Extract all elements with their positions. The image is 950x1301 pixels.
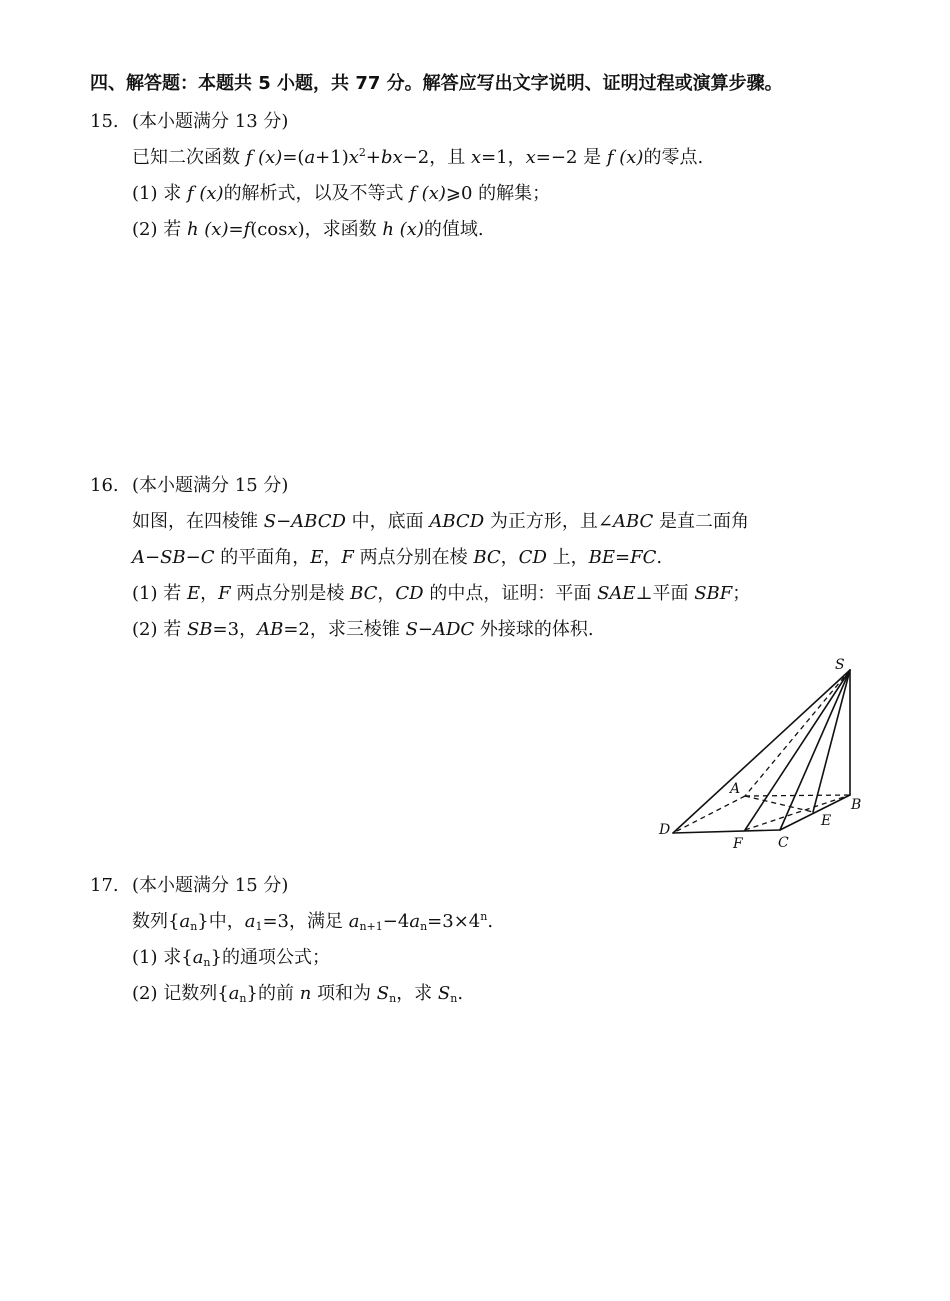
- pyramid-diagram: [655, 655, 870, 855]
- text: 若: [163, 219, 187, 240]
- text: 为正方形，且∠: [484, 511, 613, 532]
- text: 求{: [163, 947, 193, 968]
- text: ，: [200, 583, 219, 604]
- label-e: E: [821, 813, 832, 829]
- math-var: S: [437, 983, 451, 1004]
- subscript: n: [203, 956, 211, 969]
- problem-15-number: 15.: [90, 111, 119, 132]
- text: )，求函数: [297, 219, 383, 240]
- math-var: a: [348, 911, 360, 932]
- text: }的前: [246, 983, 300, 1004]
- math-var: x: [287, 219, 298, 240]
- text: 的解析式，以及不等式: [223, 183, 410, 204]
- edge-fb: [745, 795, 850, 830]
- text: ，: [377, 583, 396, 604]
- text: (cos: [250, 219, 288, 240]
- edge-sf: [745, 670, 850, 830]
- math-var: BC: [350, 583, 378, 604]
- problem-16-question-1: [132, 582, 750, 606]
- label-d: D: [659, 822, 671, 838]
- math-var: BE: [588, 547, 615, 568]
- text: 已知二次函数: [132, 147, 246, 168]
- subscript: 1: [255, 920, 263, 933]
- text: 若: [163, 619, 187, 640]
- math-var: h (x): [382, 219, 424, 240]
- problem-16-stem-line-1: [132, 510, 749, 534]
- math-var: S: [376, 983, 390, 1004]
- text: }中，: [197, 911, 245, 932]
- label-b: B: [851, 797, 862, 813]
- question-label: (1): [132, 947, 158, 968]
- text: =1，: [481, 147, 526, 168]
- math-var: ABCD: [429, 511, 485, 532]
- section-header: 四、解答题：本题共 5 小题，共 77 分。解答应写出文字说明、证明过程或演算步骤。: [90, 73, 783, 94]
- text: −2，且: [402, 147, 471, 168]
- math-var: a: [409, 911, 421, 932]
- question-label: (1): [132, 183, 158, 204]
- math-var: BC: [473, 547, 501, 568]
- text: 的平面角，: [214, 547, 311, 568]
- text: ⊥平面: [635, 583, 695, 604]
- text: ⩾0 的解集；: [445, 183, 551, 204]
- subscript: n: [420, 920, 428, 933]
- math-var: a: [304, 147, 316, 168]
- label-f: F: [733, 836, 743, 852]
- edge-ad: [673, 796, 745, 833]
- math-var: f (x): [186, 183, 224, 204]
- math-var: x: [470, 147, 482, 168]
- problem-16-number: 16.: [90, 475, 119, 496]
- math-var: a: [192, 947, 204, 968]
- text: .: [487, 911, 494, 932]
- math-var: a: [228, 983, 240, 1004]
- text: =: [615, 547, 631, 568]
- subscript: n: [190, 920, 198, 933]
- text: =2，求三棱锥: [283, 619, 406, 640]
- math-var: E: [310, 547, 324, 568]
- math-var: S−ADC: [405, 619, 475, 640]
- text: }的通项公式；: [210, 947, 330, 968]
- edge-ae: [745, 796, 813, 812]
- text: ，: [323, 547, 342, 568]
- label-s: S: [835, 657, 845, 673]
- subscript: n: [389, 992, 397, 1005]
- text: =: [228, 219, 244, 240]
- math-var: x: [348, 147, 359, 168]
- text: 两点分别是棱: [230, 583, 351, 604]
- math-var: a: [179, 911, 191, 932]
- text: =3，满足: [262, 911, 349, 932]
- problem-17-stem: [132, 910, 493, 934]
- math-var: SAE: [597, 583, 636, 604]
- label-c: C: [778, 835, 789, 851]
- math-var: f (x): [409, 183, 446, 204]
- text: .: [656, 547, 663, 568]
- exponent: n: [480, 910, 488, 923]
- math-var: FC: [630, 547, 657, 568]
- problem-15-stem: [132, 146, 703, 170]
- math-var: AB: [257, 619, 284, 640]
- edge-cb: [780, 795, 850, 830]
- question-label: (2): [132, 619, 158, 640]
- problem-15-question-1: [132, 182, 550, 206]
- text: 中，底面: [345, 511, 430, 532]
- text: 外接球的体积.: [474, 619, 594, 640]
- problem-16-points: (本小题满分 15 分): [132, 475, 289, 496]
- text: +1): [315, 147, 349, 168]
- text: 上，: [546, 547, 589, 568]
- problem-15-points: (本小题满分 13 分): [132, 111, 289, 132]
- text: 记数列{: [163, 983, 229, 1004]
- problem-17-question-2: [132, 982, 463, 1006]
- problem-17-points: (本小题满分 15 分): [132, 875, 289, 896]
- text: 若: [163, 583, 187, 604]
- problem-15-heading: [90, 110, 288, 134]
- text: 两点分别在棱: [353, 547, 474, 568]
- text: .: [457, 983, 464, 1004]
- text: =−2 是: [535, 147, 607, 168]
- pyramid-figure: [655, 655, 870, 855]
- math-var: n: [299, 983, 312, 1004]
- question-label: (1): [132, 583, 158, 604]
- text: ；: [732, 583, 751, 604]
- math-var: F: [341, 547, 354, 568]
- problem-16-heading: [90, 474, 288, 498]
- text: ，求: [396, 983, 438, 1004]
- math-var: h (x): [186, 219, 229, 240]
- text: =3×4: [427, 911, 481, 932]
- text: +: [365, 147, 381, 168]
- text: 是直二面角: [653, 511, 750, 532]
- math-var: f (x): [606, 147, 644, 168]
- exponent: 2: [358, 146, 366, 159]
- edge-dc: [673, 830, 780, 833]
- math-var: CD: [518, 547, 547, 568]
- math-var: SB: [186, 619, 213, 640]
- math-var: ABC: [612, 511, 654, 532]
- math-var: A−SB−C: [132, 547, 215, 568]
- math-var: f: [243, 219, 251, 240]
- subscript: n: [239, 992, 247, 1005]
- math-var: a: [244, 911, 256, 932]
- text: 如图，在四棱锥: [132, 511, 264, 532]
- text: 的中点，证明：平面: [423, 583, 598, 604]
- problem-17-heading: [90, 874, 288, 898]
- math-var: f (x): [245, 147, 283, 168]
- problem-17-question-1: [132, 946, 330, 970]
- math-var: x: [525, 147, 536, 168]
- subscript: n+1: [359, 920, 383, 933]
- problem-17-number: 17.: [90, 875, 119, 896]
- text: =3，: [212, 619, 258, 640]
- edge-ab: [745, 795, 850, 796]
- problem-15-question-2: [132, 218, 484, 242]
- math-var: F: [218, 583, 231, 604]
- text: 项和为: [311, 983, 377, 1004]
- math-var: bx: [380, 147, 403, 168]
- text: −4: [382, 911, 410, 932]
- problem-16-stem-line-2: [132, 546, 662, 570]
- text: 的值域.: [423, 219, 484, 240]
- subscript: n: [450, 992, 458, 1005]
- math-var: S−ABCD: [263, 511, 346, 532]
- text: =(: [282, 147, 305, 168]
- math-var: SBF: [694, 583, 733, 604]
- question-label: (2): [132, 219, 158, 240]
- math-var: E: [186, 583, 201, 604]
- text: ，: [500, 547, 519, 568]
- text: 数列{: [132, 911, 180, 932]
- label-a: A: [730, 781, 741, 797]
- problem-16-question-2: [132, 618, 594, 642]
- text: 求: [163, 183, 187, 204]
- math-var: CD: [395, 583, 424, 604]
- text: 的零点.: [643, 147, 704, 168]
- question-label: (2): [132, 983, 158, 1004]
